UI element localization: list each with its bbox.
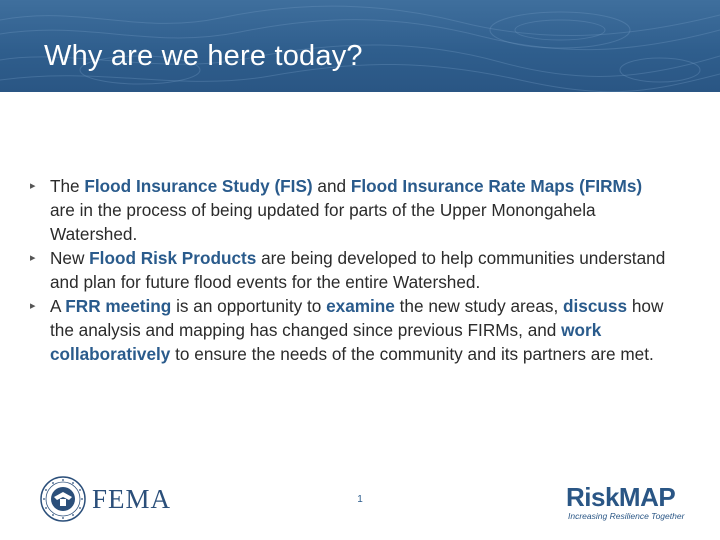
bullet-text: to ensure the needs of the community and its partners are met. (170, 344, 654, 364)
highlighted-text: discuss (563, 296, 628, 316)
bullet-marker-icon: ▸ (30, 300, 36, 312)
slide-title: Why are we here today? (44, 40, 363, 72)
highlighted-text: Flood Risk Products (89, 248, 257, 268)
page-number: 1 (357, 494, 363, 505)
riskmap-tagline: Increasing Resilience Together (568, 511, 685, 521)
fema-wordmark: FEMA (92, 484, 172, 514)
bullet-item (30, 246, 670, 294)
bullet-list (30, 174, 670, 366)
highlighted-text: Flood Insurance Study (FIS) (84, 176, 313, 196)
bullet-text: the new study areas, (394, 296, 564, 316)
bullet-text: are being developed to help communities understand and plan for future flood events for the entire Watershed. (50, 248, 666, 292)
riskmap-map: MAP (618, 482, 676, 512)
dhs-seal-icon (40, 476, 86, 522)
highlighted-text: examine (326, 296, 395, 316)
bullet-marker-icon: ▸ (30, 180, 36, 192)
bullet-text: how the analysis and mapping has changed since previous FIRMs, and (50, 296, 664, 340)
bullet-item (30, 294, 670, 366)
bullet-text: are in the process of being updated for parts of the Upper Monongahela Watershed. (50, 200, 596, 244)
highlighted-text: work collaboratively (50, 320, 602, 364)
riskmap-wordmark (566, 482, 675, 513)
riskmap-logo (566, 482, 686, 522)
bullet-text: A (50, 296, 66, 316)
bullet-marker-icon: ▸ (30, 252, 36, 264)
bullet-text: is an opportunity to (171, 296, 327, 316)
highlighted-text: FRR meeting (65, 296, 172, 316)
bullet-text: and (312, 176, 351, 196)
header-banner (0, 0, 720, 92)
riskmap-risk: Risk (566, 482, 619, 512)
bullet-item (30, 174, 670, 246)
fema-logo (40, 476, 180, 522)
bullet-text: The (50, 176, 85, 196)
highlighted-text: Flood Insurance Rate Maps (FIRMs) (350, 176, 643, 196)
bullet-text: New (50, 248, 90, 268)
